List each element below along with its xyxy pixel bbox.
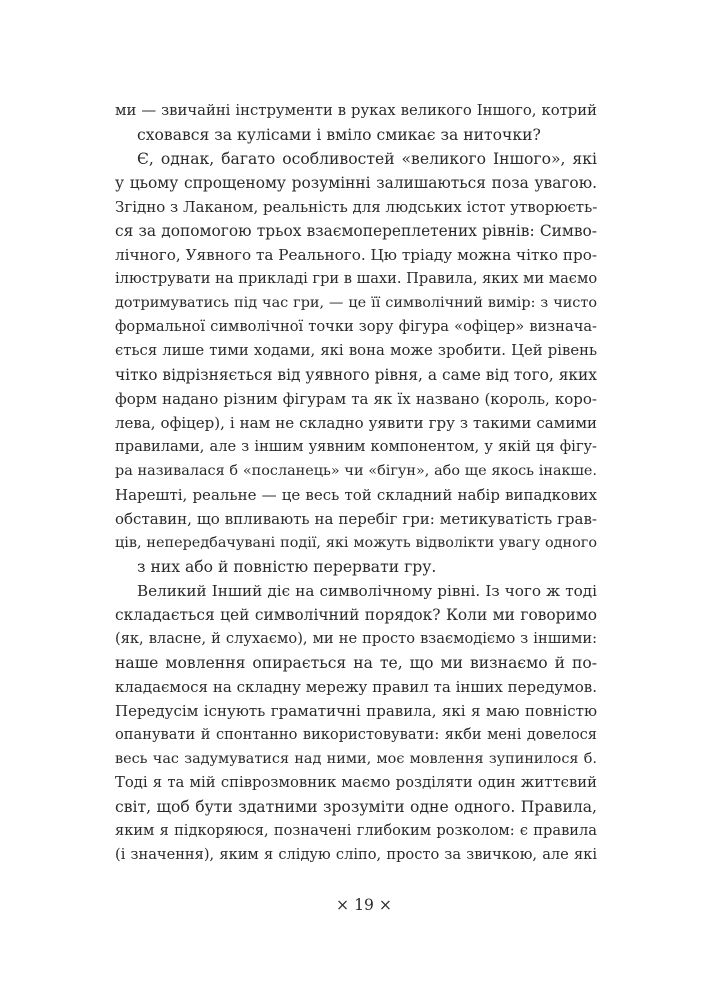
- text-line: ся за допомогою трьох взаємопереплетених рівнів: Симво-: [115, 222, 597, 240]
- text-line: (як, власне, й слухаємо), ми не просто взаємодіємо з іншими:: [115, 630, 597, 647]
- text-line: складається цей символічний порядок? Коли ми говоримо: [115, 606, 597, 624]
- text-line: Є, однак, багато особливостей «великого Іншого», які: [137, 150, 597, 168]
- text-line: Великий Інший діє на символічному рівні. Із чого ж тоді: [137, 582, 597, 600]
- text-line: Згідно з Лаканом, реальність для людських істот утворюєть-: [115, 198, 598, 216]
- text-line: з них або й повністю перервати гру.: [137, 558, 437, 576]
- text-line: лічного, Уявного та Реального. Цю тріаду можна чітко про-: [115, 246, 597, 264]
- text-line: дотримуватись під час гри, — це її символічний вимір: з чисто: [115, 295, 597, 311]
- text-line: сховався за кулісами і вміло смикає за ниточки?: [137, 126, 541, 144]
- text-line: опанувати й спонтанно використовувати: якби мені довелося: [115, 726, 597, 743]
- text-line: формальної символічної точки зору фігура «офіцер» визнача-: [115, 318, 597, 335]
- text-line: лева, офіцер), і нам не складно уявити гру з такими самими: [115, 414, 597, 432]
- text-line: весь час задумуватися над ними, моє мовлення зупинилося б.: [115, 751, 597, 767]
- text-line: у цьому спрощеному розумінні залишаються поза увагою.: [115, 174, 597, 192]
- text-line: ми — звичайні інструменти в руках великого Іншого, котрий: [115, 102, 597, 119]
- text-line: чітко відрізняється від уявного рівня, а саме від того, яких: [115, 366, 597, 384]
- text-line: Передусім існують граматичні правила, які я маю повністю: [115, 702, 597, 720]
- text-line: ілюструвати на прикладі гри в шахи. Правила, яких ми маємо: [115, 270, 598, 287]
- text-line: яким я підкоряюся, позначені глибоким розколом: є правила: [115, 822, 597, 839]
- text-line: (і значення), яким я слідую сліпо, просто за звичкою, але які: [115, 846, 597, 863]
- text-line: наше мовлення опирається на те, що ми визнаємо й по-: [115, 654, 597, 672]
- text-line: ців, непередбачувані події, які можуть відволікти увагу одного: [115, 535, 597, 551]
- text-line: Тоді я та мій співрозмовник маємо розділяти один життєвий: [115, 774, 597, 791]
- text-line: Нарешті, реальне — це весь той складний набір випадкових: [115, 486, 597, 504]
- text-line: правилами, але з іншим уявним компонентом, у якій ця фігу-: [115, 438, 597, 455]
- page-number: × 19 ×: [336, 896, 392, 914]
- text-line: світ, щоб бути здатними зрозуміти одне одного. Правила,: [115, 798, 597, 816]
- text-line: форм надано різним фігурам та як їх названо (король, коро-: [115, 390, 597, 408]
- text-line: обставин, що впливають на перебіг гри: метикуватість грав-: [115, 510, 597, 528]
- text-line: кладаємося на складну мережу правил та інших передумов.: [115, 678, 597, 696]
- text-line: ється лише тими ходами, які вона може зробити. Цей рівень: [115, 342, 597, 359]
- text-line: ра називалася б «посланець» чи «бігун», або ще якось інакше.: [115, 463, 597, 479]
